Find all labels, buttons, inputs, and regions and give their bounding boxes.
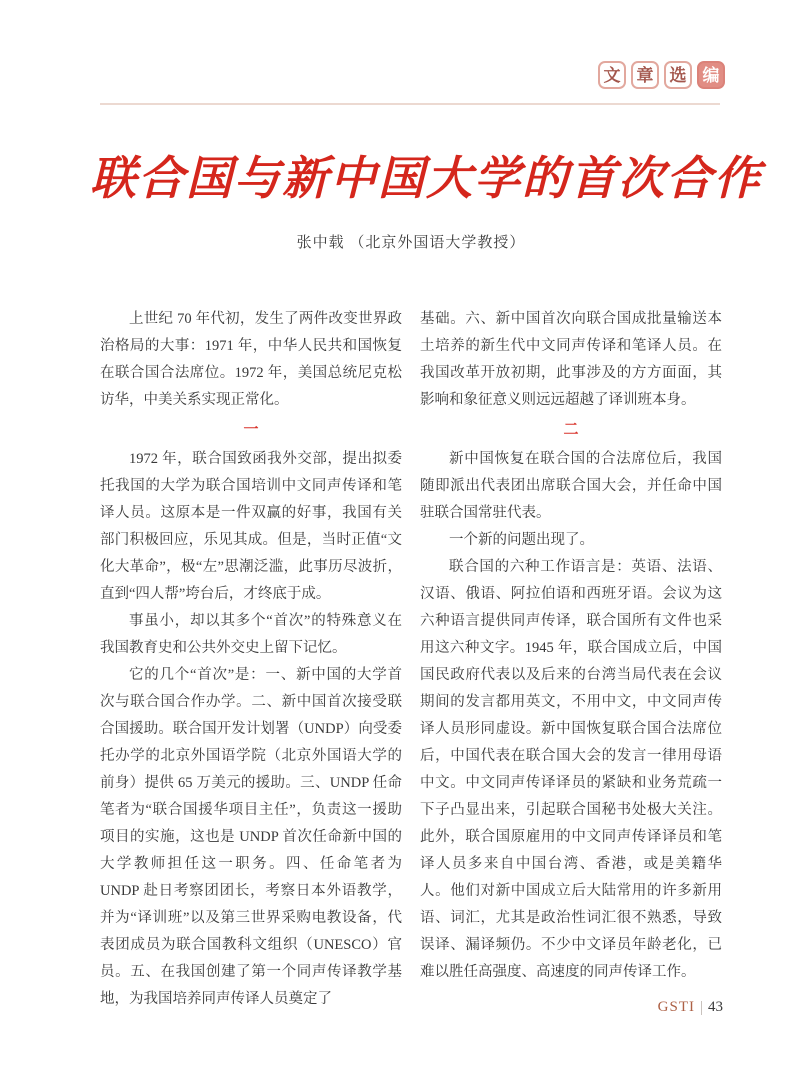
paragraph: 事虽小，却以其多个“首次”的特殊意义在我国教育史和公共外交史上留下记忆。 (100, 613, 402, 656)
paragraph-continuation: 基础。六、新中国首次向联合国成批量输送本土培养的新生代中文同声传译和笔译人员。在我国改革开放初期，此事涉及的方方面面，其影响和象征意义则远远超越了译训班本身。 (420, 311, 722, 408)
paragraph: 它的几个“首次”是：一、新中国的大学首次与联合国合作办学。二、新中国首次接受联合国援助。联合国开发计划署（UNDP）向受委托办学的北京外国语学院（北京外国语大学的前身）提供 65 万美元的援助。三、UNDP 任命笔者为“联合国援华项目主任”，负责这一援助项目的实施，这也是 UNDP 首次任命新中国的大学教师担任这一职务。四、任命笔者为 UNDP 赴日考察团团长，考察日本外语教学，并为“译训班”以及第三世界采购电教设备，代表团成员为联合国教科文组织（UNESCO）官员。五、在我国创建了第一个同声传译教学基地，为我国培养同声传译人员奠定了 (100, 667, 402, 1007)
badge-char-4: 编 (697, 61, 725, 89)
page-footer (658, 999, 723, 1016)
paragraph: 一个新的问题出现了。 (449, 532, 594, 548)
footer-separator (701, 1001, 702, 1015)
header-rule (100, 103, 720, 105)
paragraph: 新中国恢复在联合国的合法席位后，我国随即派出代表团出席联合国大会，并任命中国驻联合国常驻代表。 (420, 451, 722, 521)
journal-brand: GSTI (657, 999, 695, 1015)
article-body (100, 306, 722, 1013)
article-byline: 张中载 （北京外国语大学教授） (296, 235, 526, 251)
badge-char-2: 章 (631, 61, 659, 89)
page-number: 43 (708, 999, 723, 1015)
article-title: 联合国与新中国大学的首次合作 (90, 153, 762, 204)
paragraph: 1972 年，联合国致函我外交部，提出拟委托我国的大学为联合国培训中文同声传译和笔译人员。这原本是一件双赢的好事，我国有关部门积极回应，乐见其成。但是，当时正值“文化大革命”，极“左”思潮泛滥，此事历尽波折，直到“四人帮”垮台后，才终底于成。 (100, 451, 402, 602)
badge-char-1: 文 (598, 61, 626, 89)
section-divider-one: 一 (243, 422, 259, 438)
paragraph-intro: 上世纪 70 年代初，发生了两件改变世界政治格局的大事：1971 年，中华人民共和国恢复在联合国合法席位。1972 年，美国总统尼克松访华，中美关系实现正常化。 (100, 311, 402, 408)
section-divider-two: 二 (563, 422, 579, 438)
paragraph: 联合国的六种工作语言是：英语、法语、汉语、俄语、阿拉伯语和西班牙语。会议为这六种语言提供同声传译，联合国所有文件也采用这六种文字。1945 年，联合国成立后，中国国民政府代表以及后来的台湾当局代表在会议期间的发言都用英文，不用中文，中文同声传译人员形同虚设。新中国恢复联合国合法席位后，中国代表在联合国大会的发言一律用母语中文。中文同声传译译员的紧缺和业务荒疏一下子凸显出来，引起联合国秘书处极大关注。此外，联合国原雇用的中文同声传译译员和笔译人员多来自中国台湾、香港，或是美籍华人。他们对新中国成立后大陆常用的许多新用语、词汇，尤其是政治性词汇很不熟悉，导致误译、漏译频仍。不少中文译员年龄老化，已难以胜任高强度、高速度的同声传译工作。 (420, 559, 722, 980)
left-column (100, 306, 402, 1013)
badge-char-3: 选 (664, 61, 692, 89)
right-column (420, 306, 722, 1013)
section-badge (598, 61, 725, 89)
